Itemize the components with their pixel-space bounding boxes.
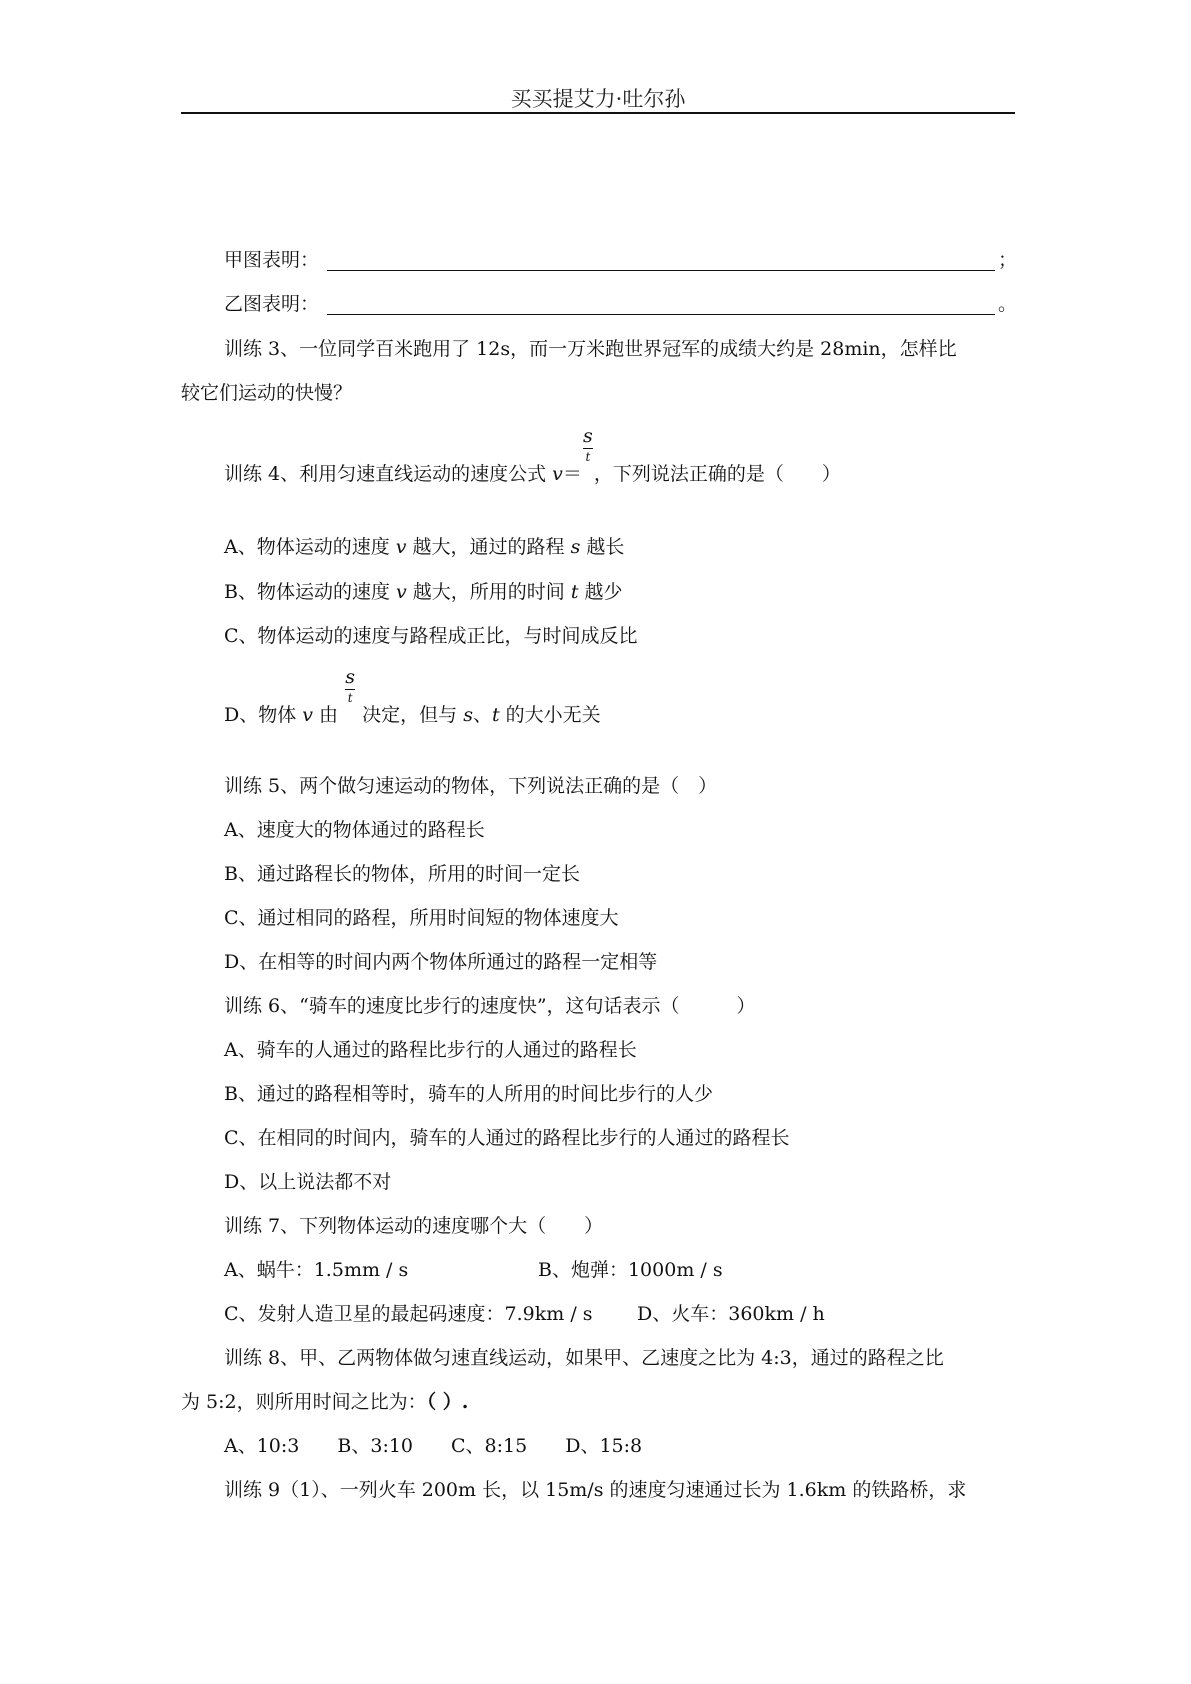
q4-option-b [224,580,623,604]
q4-a-text3: 越长 [580,536,625,558]
q4-d-var-t: t [491,704,500,726]
q4-b-var-t: t [570,581,579,603]
q5-option-d: D、在相等的时间内两个物体所通过的路程一定相等 [224,951,658,973]
q4-d-text2: 由 [313,704,345,726]
q4-a-var-s: s [570,536,581,558]
q4-a-var-v: v [395,536,407,558]
q4-frac-denominator: t [585,450,591,464]
q8-answer-blank: （ ）. [426,1391,469,1413]
q4-option-c: C、物体运动的速度与路程成正比，与时间成反比 [224,625,638,647]
yi-label: 乙图表明： [224,293,320,315]
jia-end-punct: ； [998,249,1018,271]
q6-option-a: A、骑车的人通过的路程比步行的人通过的路程长 [224,1039,637,1061]
q4-option-a [224,535,624,559]
q9-line1: 训练 9（1）、一列火车 200m 长，以 15m/s 的速度匀速通过长为 1.6km 的铁路桥，求 [224,1479,967,1501]
q6-stem: 训练 6、“骑车的速度比步行的速度快”，这句话表示（ ） [224,995,756,1017]
q4-d-frac-bar [345,689,355,690]
q4-d-frac-numerator: s [345,666,355,688]
yi-end-punct: 。 [998,293,1018,315]
q7-option-a: A、蜗牛：1.5mm / s [224,1259,409,1281]
q6-option-b: B、通过的路程相等时，骑车的人所用的时间比步行的人少 [224,1083,713,1105]
q4-d-text1: D、物体 [224,704,303,726]
q4-stem-var-v: v [552,463,563,485]
q8-options: A、10:3 B、3:10 C、8:15 D、15:8 [224,1435,643,1457]
q4-stem-pre: 训练 4、利用匀速直线运动的速度公式 [224,463,553,485]
header-divider [181,112,1015,114]
q4-b-var-v: v [396,581,407,603]
q4-d-frac-denominator: t [347,691,353,705]
q4-option-d [224,666,601,727]
q4-d-text3: 决定，但与 [356,704,464,726]
q4-stem-post: ，下列说法正确的是（ ） [593,463,841,485]
jia-answer-blank [327,270,995,271]
q7-option-b: B、炮弹：1000m / s [538,1259,723,1281]
q8-line1: 训练 8、甲、乙两物体做匀速直线运动，如果甲、乙速度之比为 4:3，通过的路程之比 [224,1347,944,1369]
q4-d-fraction [344,666,356,727]
q5-option-a: A、速度大的物体通过的路程长 [224,819,485,841]
q6-option-c: C、在相同的时间内，骑车的人通过的路程比步行的人通过的路程长 [224,1127,790,1149]
q4-a-text2: 越大，通过的路程 [406,536,571,558]
q7-stem: 训练 7、下列物体运动的速度哪个大（ ） [224,1215,604,1237]
q4-stem-equals: ＝ [562,463,582,485]
q7-option-c: C、发射人造卫星的最起码速度：7.9km / s [224,1303,593,1325]
page-header-title: 买买提艾力·吐尔孙 [510,87,686,111]
q4-d-var-v: v [302,704,314,726]
q3-line1: 训练 3、一位同学百米跑用了 12s，而一万米跑世界冠军的成绩大约是 28min，怎样比 [224,338,957,360]
q5-option-b: B、通过路程长的物体，所用的时间一定长 [224,863,580,885]
q4-stem [224,425,841,486]
q4-b-text3: 越少 [578,581,623,603]
q4-frac-bar [583,448,593,449]
q8-line2-text: 为 5:2，则所用时间之比为： [181,1391,427,1413]
yi-answer-blank [327,314,995,315]
q4-a-text1: A、物体运动的速度 [224,536,396,558]
q4-b-text1: B、物体运动的速度 [224,581,397,603]
q4-frac-numerator: s [583,425,593,447]
q7-option-d: D、火车：360km / h [637,1303,825,1325]
q4-formula-fraction [582,425,594,486]
q4-d-var-s: s [463,704,473,726]
q4-d-text5: 的大小无关 [499,704,601,726]
q3-line2: 较它们运动的快慢？ [181,382,353,404]
q4-d-text4: 、 [472,704,492,726]
q8-line2 [181,1390,468,1414]
q5-option-c: C、通过相同的路程，所用时间短的物体速度大 [224,907,619,929]
q5-stem: 训练 5、两个做匀速运动的物体，下列说法正确的是（ ） [224,775,718,797]
q4-b-text2: 越大，所用的时间 [406,581,571,603]
q6-option-d: D、以上说法都不对 [224,1171,392,1193]
jia-label: 甲图表明： [224,249,320,271]
